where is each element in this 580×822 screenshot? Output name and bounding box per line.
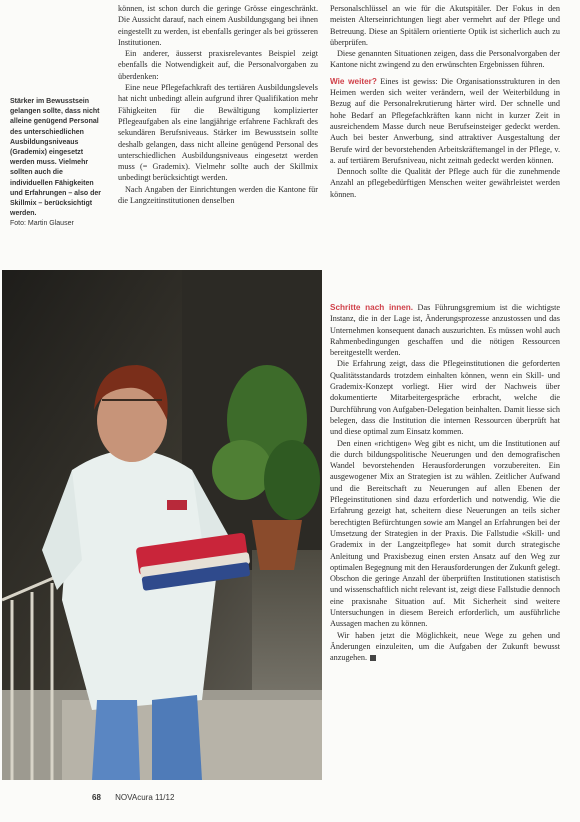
paragraph-text: Eines ist gewiss: Die Organisationsstrukturen in den Heimen werden sich weiter verändern, weil der Weiterbildung in Bezug auf die Personalrekrutierung härter wird. Der schnelle und hohe Bedarf an Pflegefachkräften kann nicht in kurzer Zeit in ausreichendem Masse durch neue Berufseinsteiger gedeckt werden. Auch bei bester Anwerbung, sind attraktiver Ausgestaltung der Berufe wird der bevorstehenden Arbeitskräftemangel in der Pflege, v. a. auf tertiärem Berufsniveau, nicht zeitnah gedeckt werden können. xyxy=(330,76,560,165)
middle-column xyxy=(118,3,318,206)
paragraph: können, ist schon durch die geringe Grösse eingeschränkt. Die Aussicht darauf, nach einem Ausbildungsgang bei ihnen eingestellt zu werden, ist ebenfalls geringer als bei grösseren Institutionen. xyxy=(118,4,318,47)
paragraph: Nach Angaben der Einrichtungen werden die Kantone für die Langzeitinstitutionen denselben xyxy=(118,184,318,206)
paragraph xyxy=(330,302,560,358)
paragraph: Dennoch sollte die Qualität der Pflege auch für die zunehmende Anzahl an pflegebedürftigen Menschen weiter gewährleistet werden können. xyxy=(330,167,560,199)
paragraph-text: Das Führungsgremium ist die wichtigste Instanz, die in der Lage ist, Änderungsprozesse anzustossen und das Unternehmen konsequent danach auszurichten. Es müssen wohl auch Rahmenbedingungen geschaffen und die nötigen Ressourcen bereitgestellt werden. xyxy=(330,303,561,358)
section-heading: Schritte nach innen. xyxy=(330,303,414,312)
page-number: 68 xyxy=(92,793,101,802)
paragraph xyxy=(330,630,560,664)
page-footer xyxy=(92,793,174,802)
caption-text: Stärker im Bewusstsein gelangen sollte, dass nicht alleine genügend Personal des unterschiedlichen Ausbildungsniveaus (Grademix) eingesetzt werden muss. Vielmehr sollten auch die individuellen Fähigkeiten und Erfahrungen – also der Skillmix – berücksichtigt werden. xyxy=(10,98,102,218)
paragraph: Die Erfahrung zeigt, dass die Pflegeinstitutionen die geforderten Qualitätsstandards trotzdem einhalten können, wenn ein Skill- und Grademix-Konzept vorliegt. Hier wird der Nachweis über dokumentierte Mitarbeitergespräche erbracht, welche die Durchführung von Aufgaben-Delegation beinhalten. Damit liesse sich belegen, dass die Institution die internen Ressourcen überprüft hat und diese optimal zum Einsatz kommen. xyxy=(330,359,560,437)
photo-nurse-icon xyxy=(2,270,322,780)
paragraph: Ein anderer, äusserst praxisrelevantes Beispiel zeigt ebenfalls die Notwendigkeit auf, die Personalvorgaben zu überdenken: xyxy=(118,49,318,81)
paragraph: Den einen «richtigen» Weg gibt es nicht, um die Institutionen auf die durch bildungspolitische Neuerungen und den demografischen Wandel bevorstehenden Herausforderungen vorzubereiten. Ein ausgewogener Mix an Strategien ist zu wählen. Zeitlicher Aufwand und die Bereitschaft zu Neuerungen auf allen Ebenen der Pflegeinstitutionen sind dazu erforderlich und notwendig. Wie die Erfahrung gezeigt hat, scheitern diese Neuerungen an teils sicher berechtigten Befürchtungen sowie am Mangel an Erfahrungen bei der Umsetzung der Strategien in der Praxis. Die Fallstudie «Skill- und Grademix in der Langzeitpflege» hat somit durch strategische Anleitung und Praxisbezug einen ersten Ansatz auf den Weg zur optimalen Begegnung mit den Herausforderungen der Zukunft gelegt. Obschon die geringe Anzahl der überprüften Institutionen statistisch und wissenschaftlich nicht relevant ist, zeigt diese Fallstudie dennoch eine praxisnahe Situation auf. Mit Sicherheit sind weitere Untersuchungen in diesem Bereich erforderlich, um ausführliche Aussagen machen zu können. xyxy=(330,438,560,629)
section-heading: Wie weiter? xyxy=(330,76,377,86)
paragraph xyxy=(330,76,560,166)
paragraph: Eine neue Pflegefachkraft des tertiären Ausbildungslevels hat nicht unbedingt allein aufgrund ihrer Qualifikation mehr Fähigkeiten für die Bewältigung komplizierter Pflegeaufgaben als eine langjährige erfahrene Fachkraft des sekundären Berufsniveaus. Stärker im Bewusstsein sollte deshalb gelangen, dass nicht alleine genügend Personal des unterschiedlichen Ausbildungsniveaus eingesetzt werden muss (= Grademix). Vielmehr sollte auch der Skillmix unbedingt berücksichtigt werden. xyxy=(118,83,318,183)
right-column-upper xyxy=(330,3,560,200)
photo-caption xyxy=(10,97,105,230)
paragraph: Diese genannten Situationen zeigen, dass die Personalvorgaben der Kantone nicht zwingend zu den erwünschten Ergebnissen führen. xyxy=(330,49,560,70)
photo-credit: Foto: Martin Glauser xyxy=(10,220,74,228)
end-mark-icon xyxy=(370,655,376,661)
nurse-photo xyxy=(2,270,322,780)
paragraph-text: Wir haben jetzt die Möglichkeit, neue Wege zu gehen und Änderungen einzuleiten, um die Aufgaben der Zukunft bewusst anzugehen. xyxy=(330,630,560,663)
paragraph: Personalschlüssel an wie für die Akutspitäler. Der Fokus in den meisten Alterseinrichtungen liegt aber vermehrt auf der Pflege und Betreuung. Diese an Spitälern orientierte Optik ist sicherlich auch zu überprüfen. xyxy=(330,4,560,47)
right-column-lower xyxy=(330,302,560,664)
magazine-name: NOVAcura 11/12 xyxy=(115,793,175,802)
